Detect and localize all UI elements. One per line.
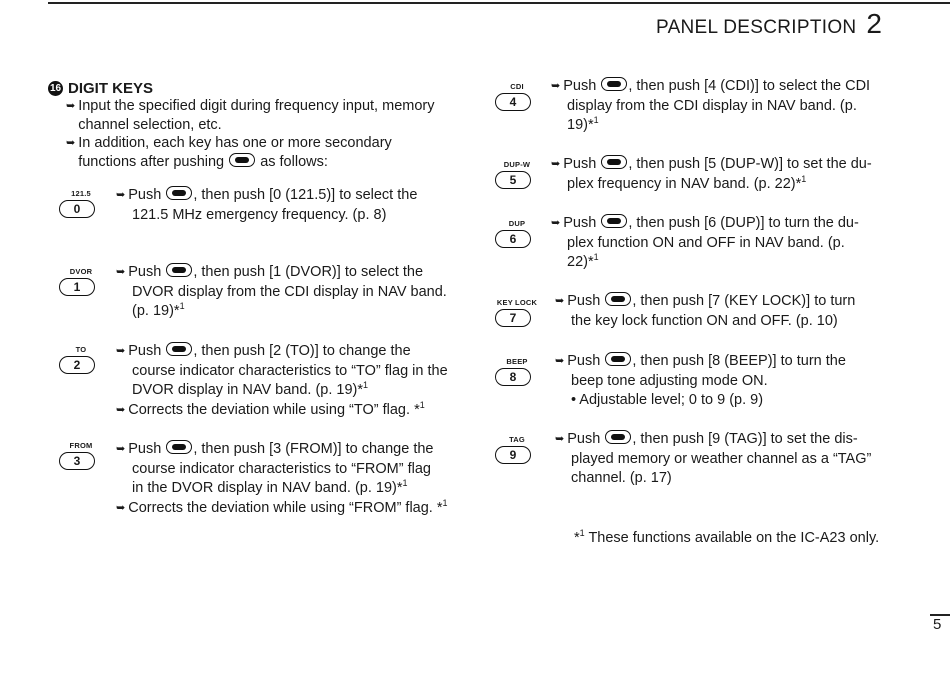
arrow-right-icon: ➥	[551, 80, 561, 92]
key-0-description: ➥ Push , then push [0 (121.5)] to select the 121.5 MHz emergency frequency. (p. 8)	[116, 187, 418, 223]
func-key-icon	[166, 186, 192, 200]
key-7	[495, 298, 555, 327]
key-2-description: ➥ Push , then push [2 (TO)] to change the course indicator characteristics to “TO” flag in the DVOR display in NAV band. (p. 19)*$^1$ ➥ Corrects the deviation while using “TO” flag. *$^1$	[116, 342, 451, 420]
arrow-right-icon: ➥	[116, 345, 126, 357]
func-key-icon	[229, 153, 255, 167]
key-3-description: ➥ Push , then push [3 (FROM)] to change the course indicator characteristics to “FROM” flag in the DVOR display in NAV band. (p. 19)*$^1$ ➥ Corrects the deviation while using “FROM” flag. *$^1$	[116, 440, 451, 518]
key-caption: KEY LOCK	[496, 298, 538, 307]
arrow-right-icon: ➥	[116, 501, 126, 514]
top-rule	[48, 2, 950, 4]
arrow-right-icon: ➥	[116, 403, 126, 416]
section-title: PANEL DESCRIPTION	[656, 17, 857, 38]
arrow-right-icon: ➥	[555, 355, 565, 367]
digit-key-button: 6	[495, 230, 531, 248]
arrow-right-icon: ➥	[66, 137, 76, 149]
key-caption: BEEP	[506, 357, 528, 366]
key-caption: DUP	[508, 219, 526, 228]
arrow-right-icon: ➥	[555, 433, 565, 445]
digit-key-button: 5	[495, 171, 531, 189]
key-6-description: ➥ Push , then push [6 (DUP)] to turn the du- plex function ON and OFF in NAV band. (p. 22)*$^1$	[551, 215, 859, 270]
key-9	[495, 435, 555, 464]
page-number: 5	[933, 616, 942, 633]
func-key-icon	[166, 263, 192, 277]
key-1-description: ➥ Push , then push [1 (DVOR)] to select the DVOR display from the CDI display in NAV band. (p. 19)*$^1$	[116, 264, 447, 319]
func-key-icon	[605, 352, 631, 366]
key-5-description: ➥ Push , then push [5 (DUP-W)] to set the du- plex frequency in NAV band. (p. 22)*$^1$	[551, 156, 872, 192]
key-4-description: ➥ Push , then push [4 (CDI)] to select the CDI display from the CDI display in NAV band. (p. 19)*$^1$	[551, 78, 871, 133]
arrow-right-icon: ➥	[551, 217, 561, 229]
arrow-right-icon: ➥	[116, 189, 126, 201]
key-caption: DUP-W	[503, 160, 531, 169]
arrow-right-icon: ➥	[555, 295, 565, 307]
digit-keys-heading	[48, 80, 153, 97]
section-number-badge: 16	[49, 83, 62, 94]
digit-key-button: 2	[59, 356, 95, 374]
key-9-description: ➥ Push , then push [9 (TAG)] to set the dis- played memory or weather channel as a “TAG” channel. (p. 17)	[555, 431, 872, 486]
intro-text	[66, 97, 451, 171]
key-caption: TAG	[509, 435, 525, 444]
key-caption: 121.5	[71, 189, 91, 198]
key-caption: CDI	[510, 82, 524, 91]
func-key-icon	[605, 430, 631, 444]
key-6	[495, 219, 555, 248]
footnote: *$^1$ These functions available on the IC-A23 only.	[574, 528, 880, 546]
arrow-right-icon: ➥	[116, 443, 126, 455]
intro-item: ➥ Input the specified digit during frequency input, memory channel selection, etc.	[66, 98, 435, 133]
digit-key-button: 8	[495, 368, 531, 386]
key-8-description: ➥ Push , then push [8 (BEEP)] to turn the beep tone adjusting mode ON. • Adjustable level; 0 to 9 (p. 9)	[555, 353, 846, 408]
func-key-icon	[601, 155, 627, 169]
page-header	[656, 8, 882, 40]
func-key-icon	[605, 292, 631, 306]
key-2	[59, 345, 119, 374]
digit-key-button: 7	[495, 309, 531, 327]
key-4	[495, 82, 555, 111]
intro-item: ➥ In addition, each key has one or more secondary functions after pushing as follows:	[66, 135, 392, 170]
digit-key-button: 4	[495, 93, 531, 111]
key-8	[495, 357, 555, 386]
arrow-right-icon: ➥	[66, 100, 76, 112]
func-key-icon	[601, 214, 627, 228]
key-caption: FROM	[69, 441, 93, 450]
digit-key-button: 0	[59, 200, 95, 218]
key-3	[59, 441, 119, 470]
key-0	[59, 189, 119, 218]
key-1	[59, 267, 119, 296]
key-5	[495, 160, 555, 189]
key-7-description: ➥ Push , then push [7 (KEY LOCK)] to turn the key lock function ON and OFF. (p. 10)	[555, 293, 856, 329]
digit-key-button: 3	[59, 452, 95, 470]
arrow-right-icon: ➥	[116, 266, 126, 278]
func-key-icon	[601, 77, 627, 91]
digit-key-button: 1	[59, 278, 95, 296]
digit-key-button: 9	[495, 446, 531, 464]
arrow-right-icon: ➥	[551, 158, 561, 170]
section-heading: DIGIT KEYS	[68, 80, 154, 97]
func-key-icon	[166, 440, 192, 454]
key-caption: DVOR	[69, 267, 93, 276]
func-key-icon	[166, 342, 192, 356]
chapter-number: 2	[866, 8, 882, 39]
key-caption: TO	[75, 345, 87, 354]
